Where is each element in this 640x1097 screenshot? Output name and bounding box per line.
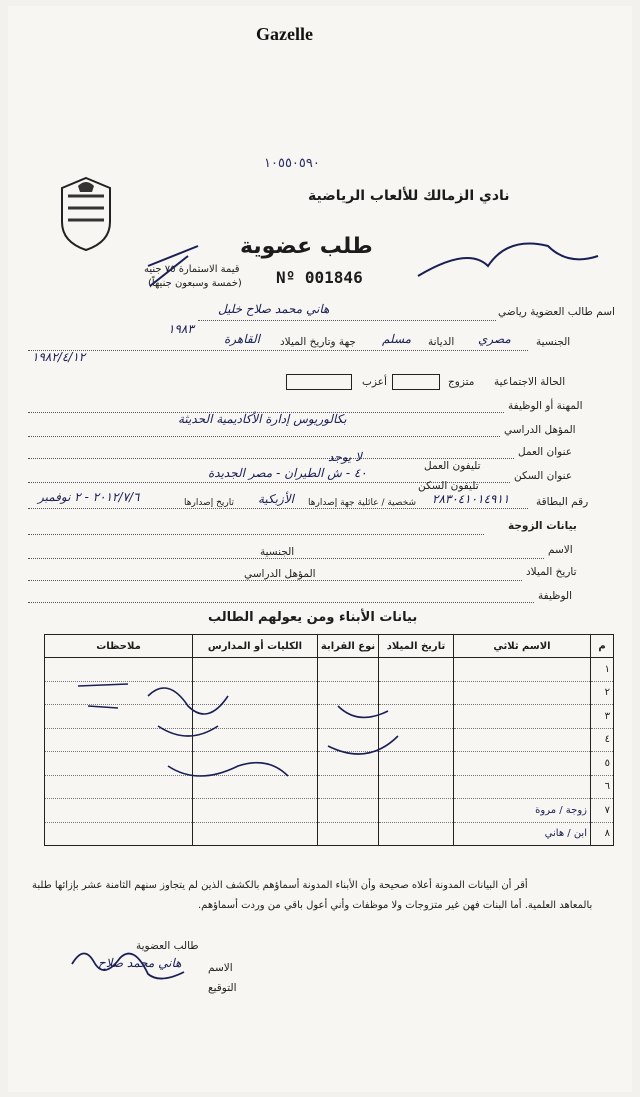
job-label: المهنة أو الوظيفة: [508, 400, 583, 412]
row-index: ٤: [591, 728, 614, 752]
row-index: ٨: [591, 822, 614, 846]
handwritten-signature: [64, 934, 204, 994]
form-title: طلب عضوية: [240, 234, 373, 259]
wife-header: بيانات الزوجة: [508, 520, 577, 532]
membership-form-page: [8, 6, 632, 1092]
id-label: رقم البطاقة: [536, 496, 589, 508]
id-issue-date-label: تاريخ إصدارها: [184, 498, 234, 508]
child-name: [454, 705, 591, 729]
child-name: [454, 681, 591, 705]
applicant-label: طالب العضوية: [136, 940, 199, 952]
birth-label: جهة وتاريخ الميلاد: [280, 336, 356, 348]
social-status-label: الحالة الاجتماعية: [494, 376, 566, 388]
religion-label: الديانة: [428, 336, 455, 348]
married-checkbox[interactable]: [392, 374, 440, 390]
row-index: ٦: [591, 775, 614, 799]
children-heading: بيانات الأبناء ومن يعولهم الطالب: [208, 610, 418, 625]
home-address-label: عنوان السكن: [514, 470, 573, 482]
signature-name-label: الاسم: [208, 962, 233, 974]
child-name: [454, 775, 591, 799]
col-notes: ملاحظات: [45, 635, 193, 658]
name-value: هاني محمد صلاح خليل: [218, 302, 330, 316]
single-checkbox[interactable]: [286, 374, 352, 390]
nationality-value: مصري: [478, 332, 511, 346]
birth-date-value: ١٩٨٢/٤/١٢: [32, 350, 86, 364]
declaration-line-2: بالمعاهد العلمية. أما البنات فهن غير متزوجات ولا موظفات وأني أعول باقي من وردت أسماؤهم.: [198, 900, 593, 911]
child-name: ابن / هاني: [454, 822, 591, 846]
children-header-row: [45, 635, 614, 658]
married-label: متزوج: [448, 376, 475, 388]
qualification-label: المؤهل الدراسي: [504, 424, 576, 436]
col-index: م: [591, 635, 614, 658]
birth-year-value: ١٩٨٣: [168, 322, 194, 336]
fee-line-1: قيمة الاستمارة ٧٥ جنيه: [144, 264, 240, 275]
declaration-line-1: أقر أن البيانات المدونة أعلاه صحيحة وأن الأبناء المدونة أسماؤهم بالكشف الذين لم يتجاوز سنهم الثامنة عشر بإزائها طلبة: [32, 880, 528, 891]
birth-place-value: القاهرة: [224, 332, 260, 346]
id-type-label: شخصية / عائلية جهة إصدارها: [308, 498, 417, 508]
home-address-value: ٤٠ - ش الطيران - مصر الجديدة: [208, 466, 367, 480]
brand-gazelle: Gazelle: [256, 24, 313, 44]
col-dob: تاريخ الميلاد: [379, 635, 454, 658]
serial-number: Nº 001846: [276, 268, 363, 287]
col-relation: نوع القرابة: [318, 635, 379, 658]
row-index: ٢: [591, 681, 614, 705]
signature-sign-label: التوقيع: [208, 982, 237, 994]
child-name: [454, 658, 591, 682]
signature-name-value: هاني محمد صلاح: [98, 956, 182, 970]
work-phone-label: تليفون العمل: [424, 460, 481, 472]
single-label: أعزب: [362, 376, 387, 388]
religion-value: مسلم: [382, 332, 412, 346]
wife-qualification-label: المؤهل الدراسي: [244, 568, 316, 580]
row-index: ٧: [591, 799, 614, 823]
home-phone-label: تليفون السكن: [418, 480, 479, 492]
child-name: [454, 728, 591, 752]
child-name: [454, 752, 591, 776]
wife-nationality-label: الجنسية: [260, 546, 295, 558]
club-number-handwritten: ١٠٥٥٠٥٩٠: [264, 156, 320, 171]
handwritten-scribbles-table: [68, 666, 428, 866]
club-logo-icon: [56, 174, 116, 252]
row-index: ١: [591, 658, 614, 682]
wife-birth-label: تاريخ الميلاد: [526, 566, 577, 578]
work-address-label: عنوان العمل: [518, 446, 573, 458]
child-name: زوجة / مروة: [454, 799, 591, 823]
row-index: ٣: [591, 705, 614, 729]
nationality-label: الجنسية: [536, 336, 571, 348]
row-index: ٥: [591, 752, 614, 776]
work-phone-value: لا يوجد: [328, 450, 362, 464]
id-issuer-value: الأزبكية: [258, 492, 294, 506]
club-name: نادي الزمالك للألعاب الرياضية: [308, 188, 510, 204]
id-value: ٢٨٣٠٤١٠١٤٩١١: [432, 492, 510, 506]
col-name: الاسم ثلاثي: [454, 635, 591, 658]
membership-type-label: اسم طالب العضوية رياضي: [498, 306, 615, 318]
handwritten-strokes-top: [128, 226, 608, 306]
qualification-value: بكالوريوس إدارة الأكاديمية الحديثة: [178, 412, 347, 426]
wife-name-label: الاسم: [548, 544, 573, 556]
fee-line-2: (خمسة وسبعون جنيهاً): [148, 278, 242, 289]
wife-job-label: الوظيفة: [538, 590, 573, 602]
col-school: الكليات أو المدارس: [193, 635, 318, 658]
id-issue-date-value: ٢٠١٢/٧/٦ - ٢ نوفمبر: [38, 490, 140, 504]
